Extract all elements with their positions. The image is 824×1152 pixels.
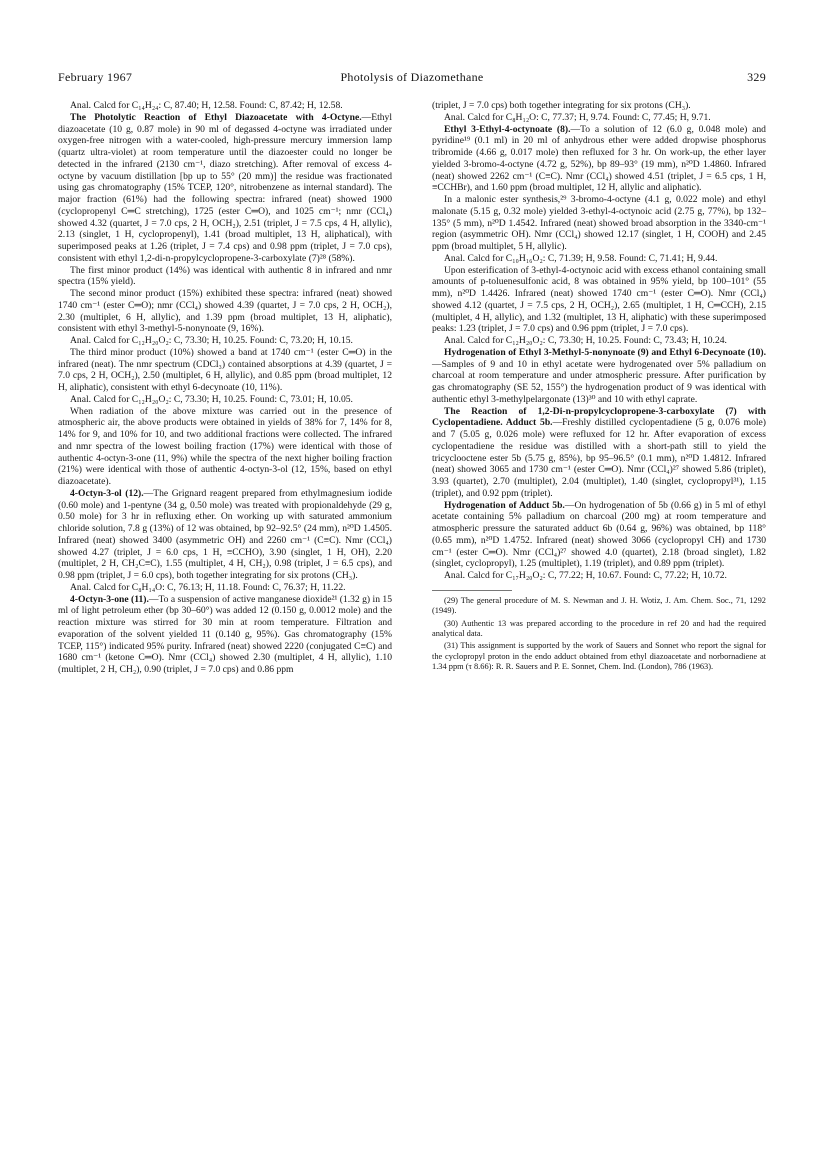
paragraph — [58, 112, 392, 265]
paragraph-text: —Freshly distilled cyclopentadiene (5 g, 0.076 mole) and 7 (5.05 g, 0.026 mole) were refluxed for 12 hr. After evaporation of excess cyclopentadiene the residue was distilled with a short-path still to yield the tricyclooctene ester 5b (5.75 g, 85%), bp 95–96.5° (0.1 mm), n²⁰D 1.4812. Infrared (neat) showed 3065 and 1730 cm⁻¹ (ester C═O). Nmr (CCl₄)²⁷ showed 5.86 (triplet), 3.93 (quartet), 2.70 (multiplet), 2.04 (multiplet), 1.40 (singlet, cyclopropyl³¹), 1.15 (triplet), and 0.92 ppm (triplet). — [432, 417, 766, 499]
paragraph-text: —Ethyl diazoacetate (10 g, 0.87 mole) in 90 ml of degassed 4-octyne was irradiated under oxygen-free nitrogen with a water-cooled, high-pressure mercury immersion lamp (quartz ultra-violet) at room temperature until the diazoester could no longer be detected in the infrared (2130 cm⁻¹, diazo stretching). After removal of excess 4-octyne by vacuum distillation [bp up to 55° (20 mm)] the residue was fractionated using gas chromatography (15% TCEP, 120°, nitrobenzene as internal standard). The major fraction (61%) had the following spectra: infrared (neat) showed 1900 (cyclopropenyl C═C stretching), 1725 (ester C═O), and 1025 cm⁻¹; nmr (CCl₄) showed 4.32 (quartet, J = 7.0 cps, 2 H, OCH₂), 2.51 (triplet, J = 7.5 cps, 4 H, allylic), 2.13 (singlet, 1 H, cyclopropenyl), 1.41 (broad multiplet, 13 H, aliphatical), with superimposed peaks at 1.26 (triplet, J = 7.4 cps) and 0.98 ppm (triplet, J = 7.0 cps), consistent with ethyl 1,2-di-n-propylcyclopropene-3-carboxylate (7)²⁸ (58%). — [58, 111, 392, 264]
paragraph — [58, 406, 392, 488]
paragraph — [58, 100, 392, 112]
paragraph-text: The first minor product (14%) was identical with authentic 8 in infrared and nmr spectra (15% yield). — [58, 264, 392, 288]
paragraph — [432, 265, 766, 336]
paragraph-text: —To a solution of 12 (6.0 g, 0.048 mole) and pyridine¹⁹ (0.1 ml) in 20 ml of anhydrous ether were added dropwise phosphorus tribromide (4.66 g, 0.017 mole) then refluxed for 3 hr. On work-up, the ether layer yielded 3-bromo-4-octyne (4.72 g, 52%), bp 89–93° (19 mm), n²⁰D 1.4860. Infrared (neat) showed 2262 cm⁻¹ (C≡C). Nmr (CCl₄) showed 4.51 (triplet, J = 6.5 cps, 1 H, ≡CCHBr), and 1.60 ppm (broad multiplet, 12 H, allylic and aliphatic). — [432, 123, 766, 194]
paragraph-text: —Samples of 9 and 10 in ethyl acetate were hydrogenated over 5% palladium on charcoal at room temperature and under atmospheric pressure. After purification by gas chromatography (SE 52, 155°) the hydrogenation product of 9 was identical with authentic ethyl 3-methylpelargonate (13)³⁰ and 10 with ethyl caprate. — [432, 358, 766, 405]
paragraph-text: Upon esterification of 3-ethyl-4-octynoic acid with excess ethanol containing small amounts of p-toluenesulfonic acid, 8 was obtained in 95% yield, bp 100–101° (55 mm), n²⁰D 1.4426. Infrared (neat) showed 1740 cm⁻¹ (ester C═O). Nmr (CCl₄) showed 4.12 (quartet, J = 7.5 cps, 2 H, OCH₂), 2.65 (multiplet, 1 H, C═CCH), 2.15 (multiplet, 4 H, allylic), and 1.32 (multiplet, 13 H, aliphatic) with these superimposed peaks: 1.23 (triplet, J = 7.0 cps) and 0.96 ppm (triplet, J = 7.0 cps). — [432, 264, 766, 335]
paragraph — [58, 594, 392, 676]
paragraph — [58, 347, 392, 394]
paragraph — [58, 335, 392, 347]
paragraph — [58, 288, 392, 335]
paragraph — [432, 406, 766, 500]
paragraph — [432, 124, 766, 195]
paragraph-text: —The Grignard reagent prepared from ethylmagnesium iodide (0.60 mole) and 1-pentyne (34 g, 0.50 mole) was treated with propionaldehyde (29 g, 0.50 mole) for 3 hr in refluxing ether. On working up with saturated ammonium chloride solution, 7.8 g (13%) of 12 was obtained, bp 92–92.5° (24 mm), n²⁰D 1.4505. Infrared (neat) showed 3400 (asymmetric OH) and 2260 cm⁻¹ (C≡C). Nmr (CCl₄) showed 4.27 (triplet, J = 6.0 cps, 1 H, ≡CCHO), 3.90 (singlet, 1 H, OH), 2.20 (multiplet, 2 H, CH₂C≡C), 1.55 (multiplet, 4 H, CH₂), 0.98 (triplet, J = 6.5 cps), and 0.98 ppm (triplet, J = 6.0 cps), both together integrating for six protons (CH₃). — [58, 487, 393, 581]
paragraph-text: Anal. Calcd for C₁₇H₂₀O₂: C, 77.22; H, 10.67. Found: C, 77.22; H, 10.72. — [444, 570, 727, 581]
section-heading: 4-Octyn-3-one (11). — [70, 593, 149, 605]
section-heading: Hydrogenation of Adduct 5b. — [444, 499, 565, 511]
right-column-body — [432, 100, 766, 582]
footnote: (29) The general procedure of M. S. Newman and J. H. Wotiz, J. Am. Chem. Soc., 71, 1292 (1949). — [432, 595, 766, 616]
paragraph — [432, 335, 766, 347]
paragraph — [432, 112, 766, 124]
paragraph — [432, 570, 766, 582]
paragraph-text: Anal. Calcd for C₁₂H₂₀O₂: C, 73.30; H, 10.25. Found: C, 73.43; H, 10.24. — [444, 335, 727, 346]
paragraph-text: Anal. Calcd for C₁₂H₂₀O₂: C, 73.30; H, 10.25. Found: C, 73.01; H, 10.05. — [70, 393, 353, 405]
paragraph-text: —On hydrogenation of 5b (0.66 g) in 5 ml of ethyl acetate containing 5% palladium on charcoal (200 mg) at room temperature and atmospheric pressure the saturated adduct 6b (0.64 g, 96%) was obtained, bp 118° (0.65 mm), n²⁰D 1.4752. Infrared (neat) showed 3066 (cyclopropyl CH) and 1730 cm⁻¹ (ester C═O). Nmr (CCl₄)²⁷ showed 4.0 (quartet), 2.18 (broad singlet), 1.82 (singlet, cyclopropyl), 1.25 (multiplet), 1.19 (triplet), and 0.89 ppm (triplet). — [432, 499, 767, 570]
left-column — [58, 100, 392, 676]
section-heading: 4-Octyn-3-ol (12). — [70, 487, 144, 499]
journal-date: February 1967 — [58, 70, 133, 84]
paragraph-text: The second minor product (15%) exhibited these spectra: infrared (neat) showed 1740 cm⁻¹ (ester C═O); nmr (CCl₄) showed 4.39 (quartet, J = 7.0 cps, 2 H, OCH₂), 2.30 (multiplet, 6 H, allylic), and 1.39 ppm (broad multiplet, 13 H, aliphatic), consistent with ethyl 3-methyl-5-nonynoate (9, 16%). — [58, 288, 392, 335]
paragraph — [432, 100, 766, 112]
paragraph — [432, 500, 766, 571]
paragraph-text: Anal. Calcd for C₁₄H₂₄: C, 87.40; H, 12.58. Found: C, 87.42; H, 12.58. — [70, 100, 343, 111]
running-title: Photolysis of Diazomethane — [340, 70, 484, 84]
footnotes — [432, 596, 766, 673]
footnote: (31) This assignment is supported by the work of Sauers and Sonnet who report the signal for the cyclopropyl proton in the endo adduct obtained from ethyl diazoacetate and norbornadiene at 1.34 ppm (τ 8.66): R. R. Sauers and P. E. Sonnet, Chem. Ind. (London), 786 (1963). — [432, 641, 766, 672]
section-heading: The Photolytic Reaction of Ethyl Diazoacetate with 4-Octyne. — [70, 111, 362, 123]
section-heading: The Reaction of 1,2-Di-n-propylcyclopropene-3-carboxylate (7) with Cyclopentadiene. Adduct 5b. — [432, 405, 766, 429]
footnote: (30) Authentic 13 was prepared according to the procedure in ref 20 and had the required analytical data. — [432, 618, 766, 638]
right-column — [432, 100, 766, 675]
section-heading: Hydrogenation of Ethyl 3-Methyl-5-nonynoate (9) and Ethyl 6-Decynoate (10). — [444, 346, 766, 358]
page-number: 329 — [747, 70, 766, 84]
footnote-rule — [432, 590, 512, 591]
section-heading: Ethyl 3-Ethyl-4-octynoate (8). — [444, 123, 571, 135]
paragraph — [432, 253, 766, 265]
paragraph-text: Anal. Calcd for C₈H₁₄O: C, 76.13; H, 11.18. Found: C, 76.37; H, 11.22. — [70, 581, 346, 593]
paragraph — [58, 488, 392, 582]
paragraph-text: Anal. Calcd for C₁₂H₂₀O₂: C, 73.30; H, 10.25. Found: C, 73.20; H, 10.15. — [70, 335, 353, 346]
paragraph — [58, 394, 392, 406]
paragraph-text: Anal. Calcd for C₈H₁₂O: C, 77.37; H, 9.74. Found: C, 77.45; H, 9.71. — [444, 111, 711, 123]
paragraph-text: (triplet, J = 7.0 cps) both together integrating for six protons (CH₃). — [432, 100, 691, 111]
paragraph-text: —To a suspension of active manganese dioxide²¹ (1.32 g) in 15 ml of light petroleum ether (bp 30–60°) was added 12 (0.150 g, 0.0012 mole) and the reaction mixture was stirred for 30 min at room temperature. Filtration and evaporation of the solvent yielded 11 (0.140 g, 95%). Gas chromatography (15% TCEP, 115°) indicated 95% purity. Infrared (neat) showed 2220 (conjugated C≡C) and 1680 cm⁻¹ (ketone C═O). Nmr (CCl₄) showed 2.30 (multiplet, 4 H, allylic), 1.10 (multiplet, 2 H, CH₂), 0.90 (triplet, J = 7.0 cps) and 0.86 ppm — [58, 593, 392, 675]
paragraph — [432, 347, 766, 406]
paragraph-text: When radiation of the above mixture was carried out in the presence of atmospheric air, the above products were obtained in yields of 38% for 7, 14% for 8, 14% for 9, and 10% for 10, and two additional fractions were collected. The infrared and nmr spectra of the lowest boiling fraction (17%) were identical with those of authentic 4-octyn-3-one (11, 9%) while the spectra of the next higher boiling fraction (21%) were identical with those of authentic 4-octyn-3-ol (12, 15%, based on ethyl diazoacetate). — [58, 405, 392, 487]
paragraph — [58, 582, 392, 594]
paragraph — [58, 265, 392, 289]
paragraph — [432, 194, 766, 253]
paragraph-text: The third minor product (10%) showed a band at 1740 cm⁻¹ (ester C═O) in the infrared (neat). The nmr spectrum (CDCl₃) contained absorptions at 4.39 (quartet, J = 7.0 cps, 2 H, OCH₂), 2.50 (multiplet, 6 H, allylic), and 0.85 ppm (broad multiplet, 12 H, aliphatic), consistent with ethyl 6-decynoate (10, 11%). — [58, 346, 392, 393]
running-header — [58, 70, 766, 86]
paragraph-text: In a malonic ester synthesis,²⁹ 3-bromo-4-octyne (4.1 g, 0.022 mole) and ethyl malonate (5.15 g, 0.32 mole) yielded 3-ethyl-4-octynoic acid (2.75 g, 77%), bp 132–135° (5 mm), n²⁰D 1.4542. Infrared (neat) showed broad absorption in the 3340-cm⁻¹ region (asymmetric OH). Nmr (CCl₄) showed 12.17 (singlet, 1 H, COOH) and 2.45 ppm (broad multiplet, 5 H, allylic). — [432, 194, 766, 252]
paragraph-text: Anal. Calcd for C₁₀H₁₆O₂: C, 71.39; H, 9.58. Found: C, 71.41; H, 9.44. — [444, 252, 718, 264]
